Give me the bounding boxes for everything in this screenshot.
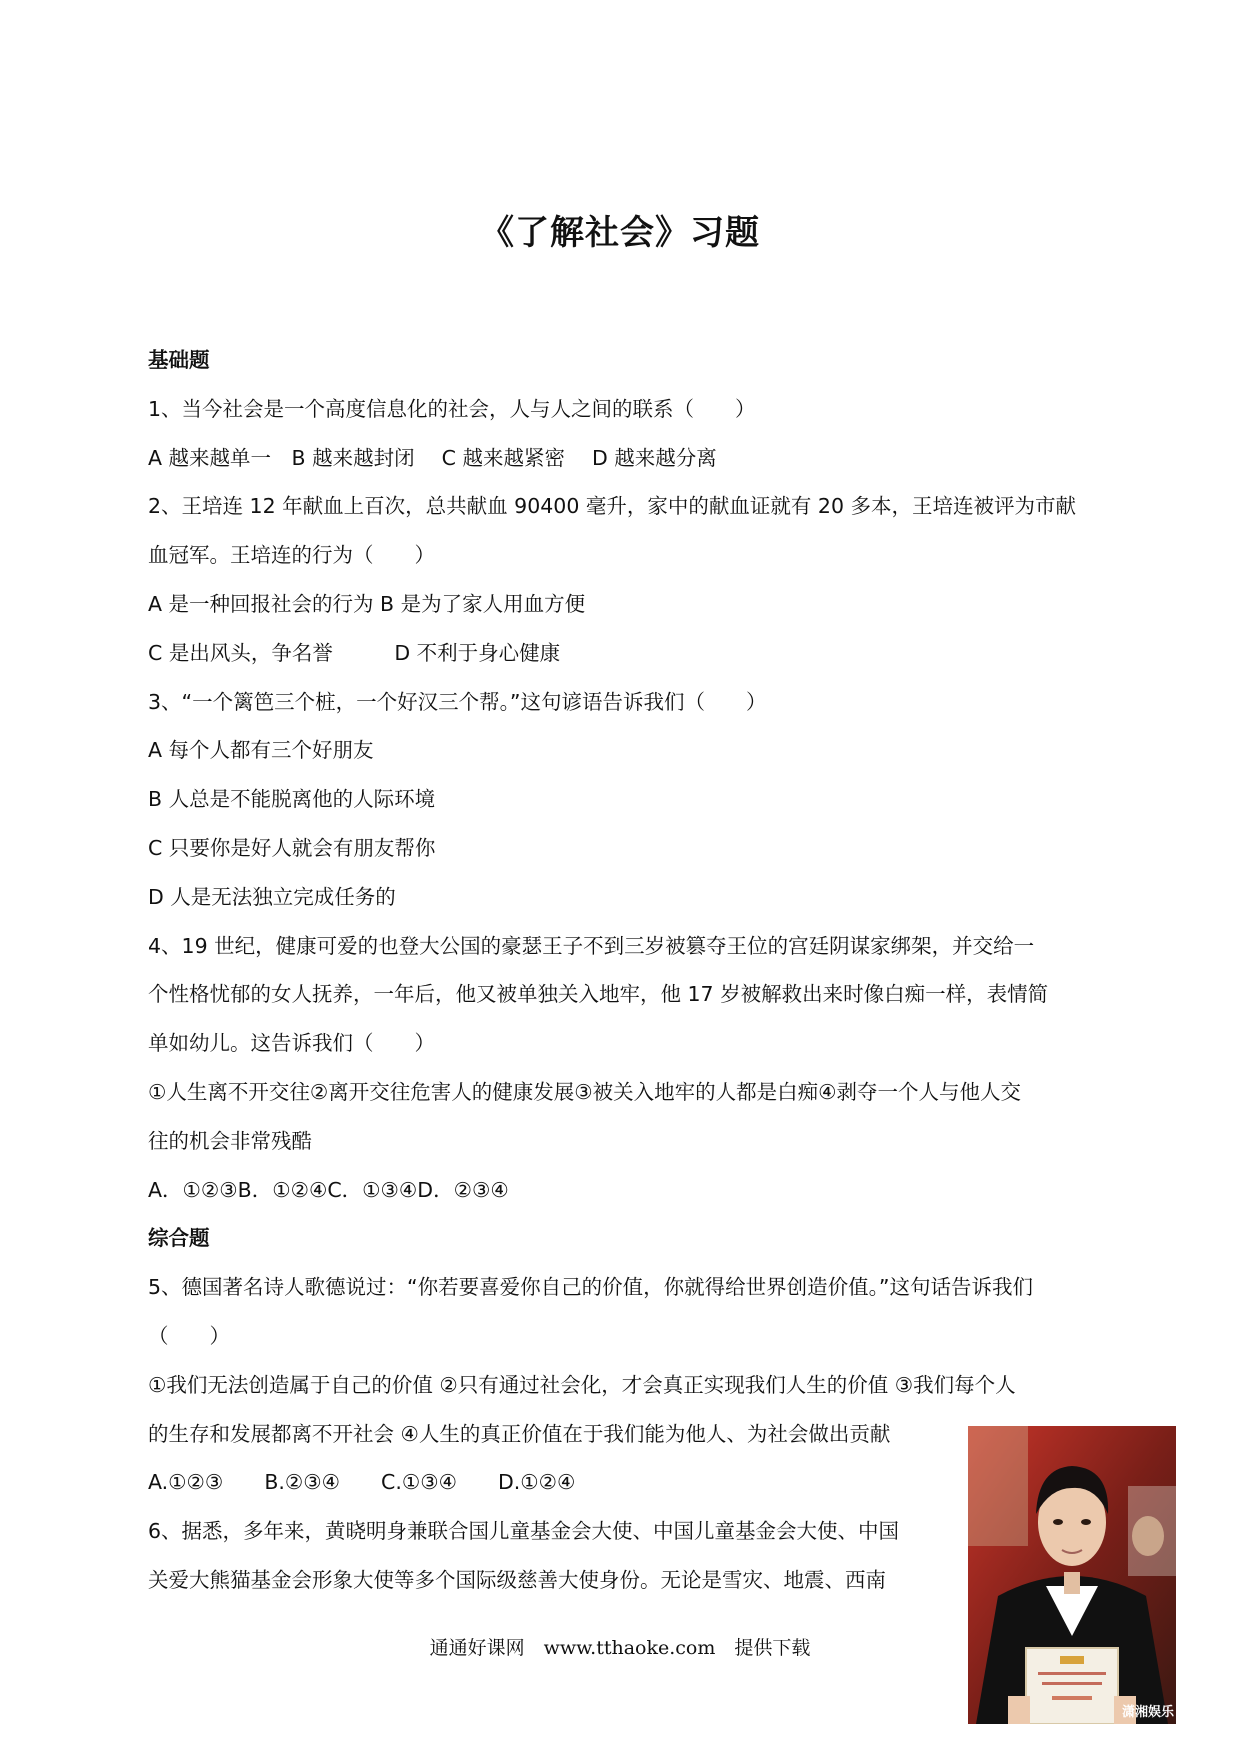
question-4-continued-1: 个性格忧郁的女人抚养，一年后，他又被单独关入地牢，他 17 岁被解救出来时像白痴一样，表情简 — [148, 982, 1049, 1007]
question-3: 3、“一个篱笆三个桩，一个好汉三个帮。”这句谚语告诉我们（ ） — [148, 689, 767, 714]
question-3-option-a: A 每个人都有三个好朋友 — [148, 738, 374, 763]
question-3-option-c: C 只要你是好人就会有朋友帮你 — [148, 835, 436, 860]
question-2: 2、王培连 12 年献血上百次，总共献血 90400 毫升，家中的献血证就有 20 多本，王培连被评为市献 — [148, 494, 1077, 519]
question-4-statements: ①人生离不开交往②离开交往危害人的健康发展③被关入地牢的人都是白痴④剥夺一个人与他人交 — [148, 1079, 1022, 1104]
question-2-options-ab: A 是一种回报社会的行为 B 是为了家人用血方便 — [148, 591, 586, 616]
question-5: 5、德国著名诗人歌德说过：“你若要喜爱你自己的价值，你就得给世界创造价值。”这句话告诉我们 — [148, 1275, 1034, 1300]
footer-source: 通通好课网 www.tthaoke.com 提供下载 — [429, 1637, 811, 1659]
question-4: 4、19 世纪，健康可爱的也登大公国的豪瑟王子不到三岁被篡夺王位的宫廷阴谋家绑架，并交给一 — [148, 933, 1035, 958]
question-5-statements: ①我们无法创造属于自己的价值 ②只有通过社会化，才会真正实现我们人生的价值 ③我们每个人 — [148, 1372, 1016, 1397]
page-title: 《了解社会》习题 — [480, 213, 760, 253]
exercise-body — [148, 336, 1098, 1605]
question-2-continued: 血冠军。王培连的行为（ ） — [148, 543, 435, 568]
section-heading-comprehensive: 综合题 — [148, 1226, 210, 1251]
question-5-options: A.①②③ B.②③④ C.①③④ D.①②④ — [148, 1470, 576, 1495]
question-4-statements-continued: 往的机会非常残酷 — [148, 1128, 312, 1153]
question-3-option-b: B 人总是不能脱离他的人际环境 — [148, 787, 436, 812]
section-heading-basic: 基础题 — [148, 348, 210, 372]
question-2-options-cd: C 是出风头，争名誉 D 不利于身心健康 — [148, 640, 561, 665]
question-4-continued-2: 单如幼儿。这告诉我们（ ） — [148, 1031, 435, 1056]
question-4-options: A．①②③B．①②④C．①③④D．②③④ — [148, 1177, 509, 1202]
question-1-options: A 越来越单一 B 越来越封闭 C 越来越紧密 D 越来越分离 — [148, 445, 717, 470]
question-5-blank: （ ） — [148, 1323, 230, 1348]
photo-watermark: 潇湘娱乐 — [1122, 1705, 1175, 1720]
portrait-photo — [968, 1426, 1176, 1724]
question-6: 6、据悉，多年来，黄晓明身兼联合国儿童基金会大使、中国儿童基金会大使、中国 — [148, 1519, 900, 1544]
question-5-statements-continued: 的生存和发展都离不开社会 ④人生的真正价值在于我们能为他人、为社会做出贡献 — [148, 1421, 891, 1446]
question-6-continued: 关爱大熊猫基金会形象大使等多个国际级慈善大使身份。无论是雪灾、地震、西南 — [148, 1567, 886, 1592]
question-3-option-d: D 人是无法独立完成任务的 — [148, 884, 396, 909]
question-1: 1、当今社会是一个高度信息化的社会，人与人之间的联系（ ） — [148, 396, 756, 421]
